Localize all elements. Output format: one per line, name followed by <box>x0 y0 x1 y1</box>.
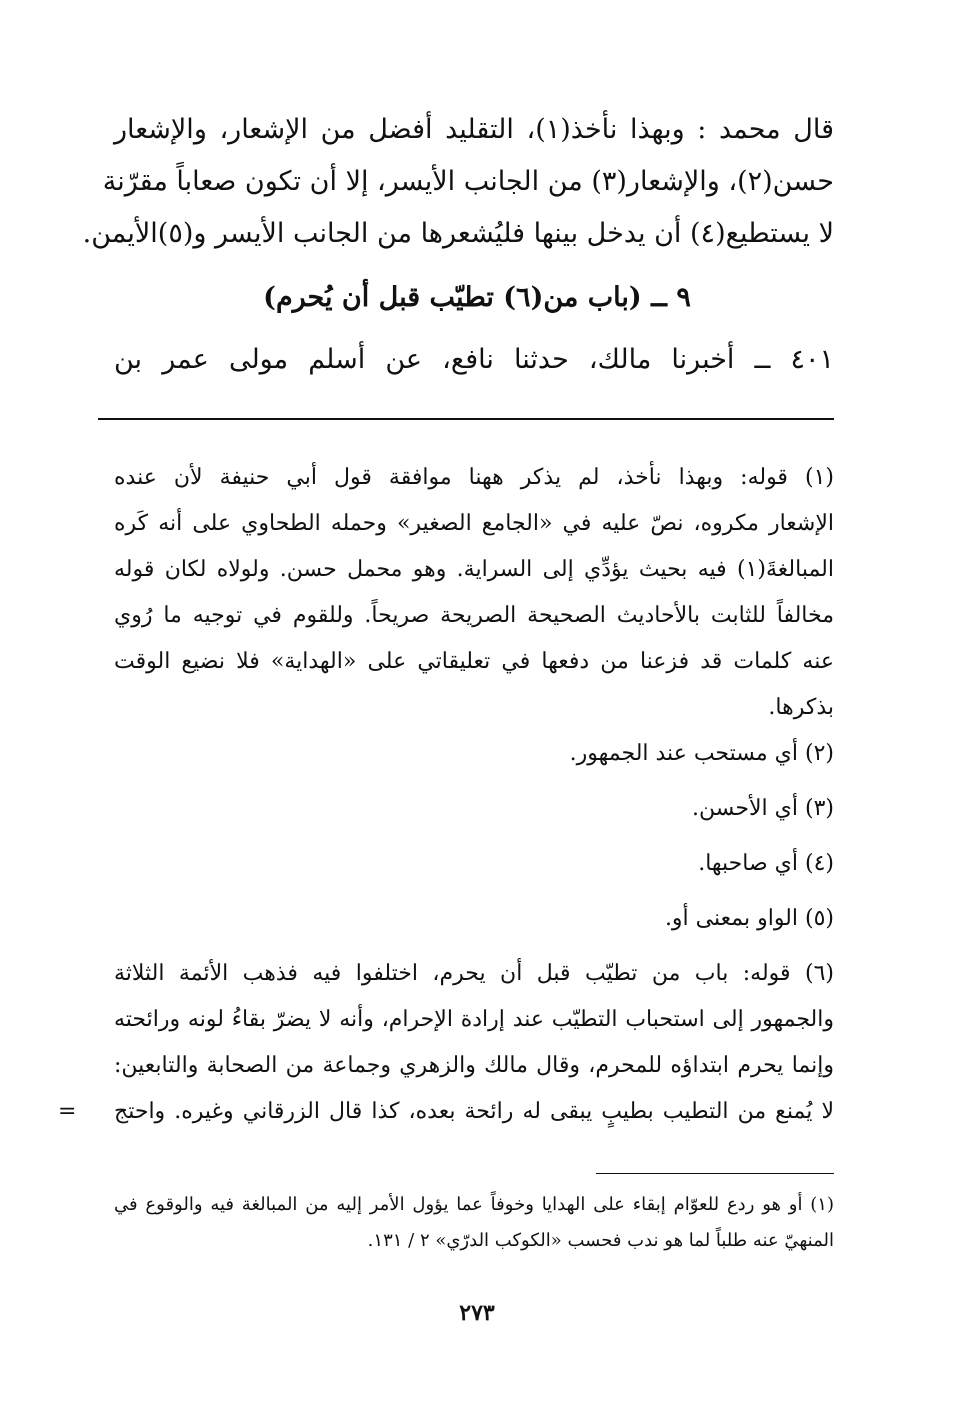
footnote-1-line-5: عنه كلمات قد فزعنا من دفعها في تعليقاتي على «الهداية» فلا نضيع الوقت <box>114 649 834 674</box>
footnote-2: (٢) أي مستحب عند الجمهور. <box>569 741 834 766</box>
footnote-separator <box>98 418 834 420</box>
subnote-line-2: المنهيّ عنه طلباً لما هو ندب فحسب «الكوكب الدرّي» ٢ / ١٣١. <box>367 1230 834 1251</box>
subnote-separator <box>596 1173 834 1174</box>
footnote-1-line-6: بذكرها. <box>768 695 834 720</box>
footnote-6-line-4: لا يُمنع من التطيب بطيبٍ يبقى له رائحة بعده، كذا قال الزرقاني وغيره. واحتج <box>114 1099 834 1124</box>
footnote-4: (٤) أي صاحبها. <box>698 851 834 876</box>
footnote-3: (٣) أي الأحسن. <box>692 796 834 821</box>
chapter-heading: ٩ ــ (باب من(٦) تطيّب قبل أن يُحرم) <box>263 282 691 313</box>
footnote-1-line-4: مخالفاً للثابت بالأحاديث الصحيحة الصريحة صريحاً. وللقوم في توجيه ما رُوي <box>114 603 834 628</box>
main-line-1: قال محمد : وبهذا نأخذ(١)، التقليد أفضل من الإشعار، والإشعار <box>114 114 834 145</box>
main-line-3: لا يستطيع(٤) أن يدخل بينها فليُشعرها من الجانب الأيسر و(٥)الأيمن. <box>82 218 834 249</box>
continuation-mark: = <box>58 1099 77 1124</box>
footnote-6-line-3: وإنما يحرم ابتداؤه للمحرم، وقال مالك والزهري وجماعة من الصحابة والتابعين: <box>114 1053 834 1078</box>
subnote-line-1: (١) أو هو ردع للعوّام إبقاء على الهدايا وخوفاً عما يؤول الأمر إليه من المبالغة فيه والوقوع في <box>114 1194 834 1215</box>
page-number: ٢٧٣ <box>459 1300 495 1326</box>
footnote-1-line-2: الإشعار مكروه، نصّ عليه في «الجامع الصغير» وحمله الطحاوي على أنه كَره <box>114 511 834 536</box>
footnote-6-line-1: (٦) قوله: باب من تطيّب قبل أن يحرم، اختلفوا فيه فذهب الأئمة الثلاثة <box>114 961 834 986</box>
main-line-4: ٤٠١ ــ أخبرنا مالك، حدثنا نافع، عن أسلم مولى عمر بن <box>114 344 834 375</box>
footnote-1-line-1: (١) قوله: وبهذا نأخذ، لم يذكر ههنا موافقة قول أبي حنيفة لأن عنده <box>114 465 834 490</box>
footnote-5: (٥) الواو بمعنى أو. <box>664 906 834 931</box>
main-line-2: حسن(٢)، والإشعار(٣) من الجانب الأيسر، إلا أن تكون صعاباً مقرّنة <box>102 166 834 197</box>
footnote-6-line-2: والجمهور إلى استحباب التطيّب عند إرادة الإحرام، وأنه لا يضرّ بقاءُ لونه ورائحته <box>114 1007 834 1032</box>
footnote-1-line-3: المبالغةَ(١) فيه بحيث يؤدِّي إلى السراية. وهو محمل حسن. ولولاه لكان قوله <box>114 557 834 582</box>
